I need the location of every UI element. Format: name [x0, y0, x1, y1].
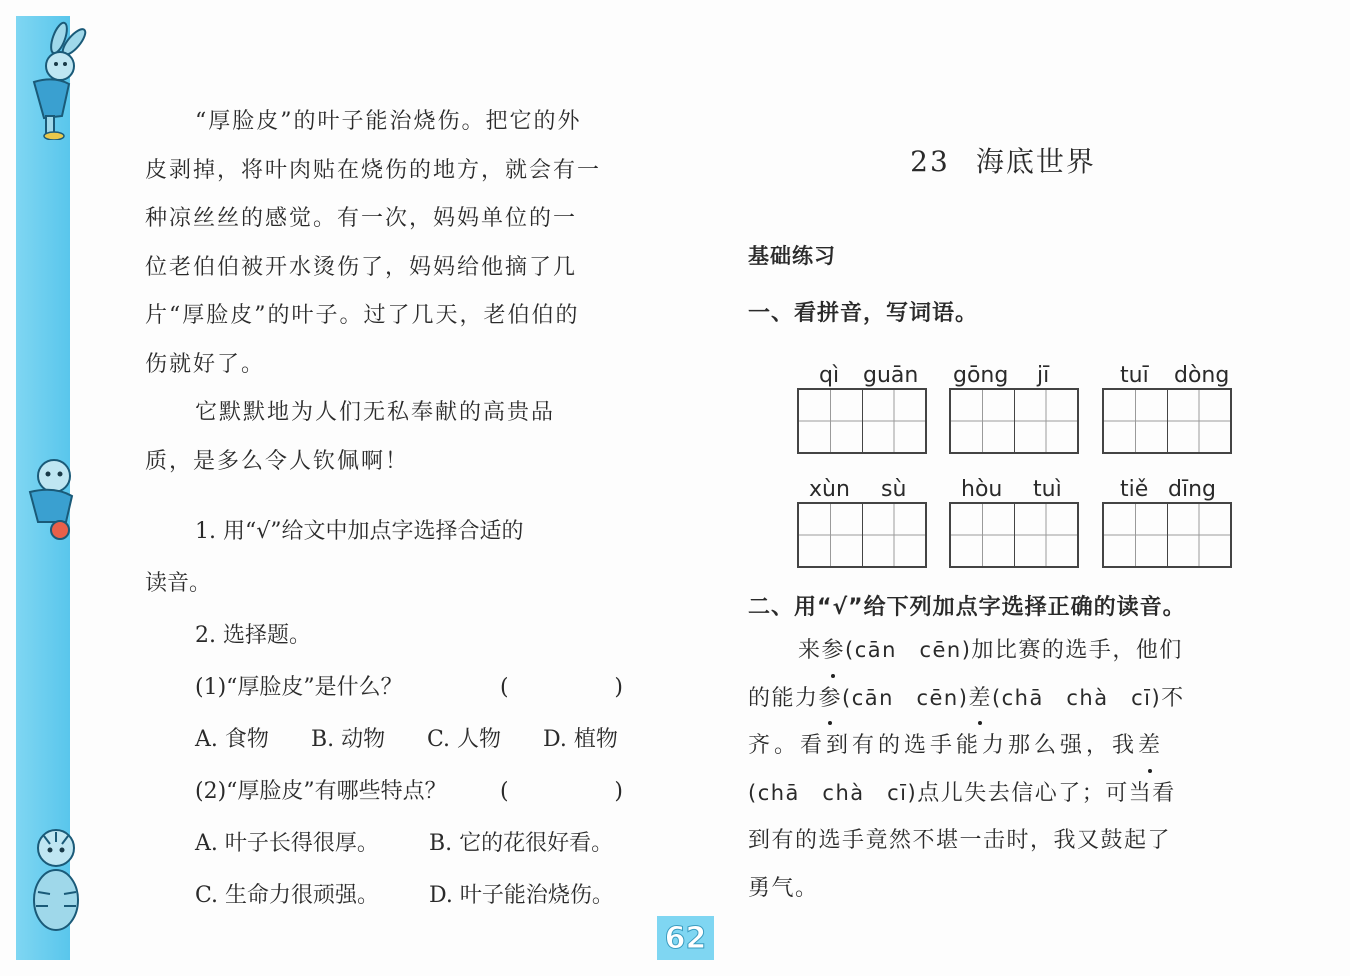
reading-paragraph-2-cont	[145, 438, 635, 487]
tiger-mascot-icon	[20, 822, 90, 942]
reading-paragraph-1	[145, 98, 635, 147]
question-2-2: (2)“厚脸皮”有哪些特点？ ( )	[145, 766, 635, 818]
question-1-cont: 读音。	[145, 571, 212, 596]
text-line: 位老伯伯被开水烫伤了，妈妈给他摘了几	[145, 254, 578, 280]
reading-paragraph-1-cont	[145, 147, 635, 390]
option-a[interactable]: A. 叶子长得很厚。	[195, 831, 379, 856]
question-2-1: (1)“厚脸皮”是什么？ ( )	[145, 662, 635, 714]
question-2-1-options	[145, 714, 635, 766]
option-d[interactable]: D. 叶子能治烧伤。	[429, 883, 614, 908]
option-b[interactable]: B. 动物	[311, 727, 386, 752]
word-cell: tuī dòng	[1102, 360, 1230, 454]
pinyin-writing-grid	[797, 360, 1237, 570]
writing-boxes[interactable]	[1102, 388, 1232, 454]
answer-paren-open: (	[500, 675, 509, 700]
option-d[interactable]: D. 植物	[543, 727, 618, 752]
word-cell: gōng jī	[949, 360, 1077, 454]
question-1-heading: 一、看拼音，写词语。	[748, 301, 979, 326]
dotted-char: 差	[1138, 722, 1162, 770]
lesson-name: 海底世界	[975, 145, 1096, 178]
word-cell: tiě dīng	[1102, 474, 1230, 568]
reading-paragraph-2	[145, 389, 635, 438]
writing-boxes[interactable]	[949, 388, 1079, 454]
pinyin-choice[interactable]: (chā chà cī)	[748, 780, 918, 805]
option-c[interactable]: C. 人物	[427, 727, 502, 752]
section-title: 基础练习	[748, 244, 836, 268]
dotted-char: 参	[822, 627, 846, 675]
text-line: “厚脸皮”的叶子能治烧伤。把它的外	[195, 109, 582, 134]
text-line: 质，是多么令人钦佩啊！	[145, 448, 410, 474]
right-page	[748, 140, 1238, 327]
answer-paren-close: )	[614, 675, 623, 700]
answer-paren-close: )	[614, 779, 623, 804]
answer-paren-open: (	[500, 779, 509, 804]
text-line: 皮剥掉，将叶肉贴在烧伤的地方，就会有一	[145, 157, 602, 183]
text-line: 伤就好了。	[145, 351, 266, 377]
writing-boxes[interactable]	[797, 388, 927, 454]
left-page	[145, 98, 635, 922]
page-number: 62	[657, 916, 714, 960]
question-2-title: 2. 选择题。	[195, 623, 311, 648]
pinyin-choice[interactable]: (cān cēn)	[845, 638, 972, 662]
option-a[interactable]: A. 食物	[195, 727, 269, 752]
question-2-heading: 二、用“√”给下列加点字选择正确的读音。	[748, 595, 1186, 620]
cat-mascot-icon	[16, 452, 86, 542]
lesson-title	[768, 140, 1238, 180]
pinyin-choice[interactable]: (cān cēn)	[842, 685, 969, 710]
passage-text: 来参(cān cēn)加比赛的选手，他们 的能力参(cān cēn)差(chā chà cī)不 齐。看到有的选手能力那么强，我差 (chā chà cī)点儿失去信心了；可当看 到有的选手竟然不堪一击时，我又鼓起了 勇气。	[748, 627, 1248, 912]
text-line: 它默默地为人们无私奉献的高贵品	[195, 400, 556, 425]
question-2-block	[748, 590, 1248, 912]
word-cell: xùn sù	[797, 474, 925, 568]
text-line: 种凉丝丝的感觉。有一次，妈妈单位的一	[145, 206, 578, 231]
question-2-2-options-cd	[145, 870, 635, 922]
pinyin-choice[interactable]: (chā chà cī)	[991, 685, 1162, 710]
lesson-number: 23	[910, 145, 950, 178]
dotted-char: 参	[819, 675, 843, 723]
text-line: 片“厚脸皮”的叶子。过了几天，老伯伯的	[145, 303, 580, 328]
dotted-char: 差	[968, 675, 992, 723]
word-cell: hòu tuì	[949, 474, 1077, 568]
option-b[interactable]: B. 它的花很好看。	[429, 831, 614, 856]
word-cell: qì guān	[797, 360, 925, 454]
question-1: 1. 用“√”给文中加点字选择合适的	[195, 519, 524, 544]
writing-boxes[interactable]	[797, 502, 927, 568]
option-c[interactable]: C. 生命力很顽强。	[195, 883, 380, 908]
question-2-2-options-ab	[145, 818, 635, 870]
writing-boxes[interactable]	[1102, 502, 1232, 568]
rabbit-mascot-icon	[14, 20, 94, 140]
writing-boxes[interactable]	[949, 502, 1079, 568]
